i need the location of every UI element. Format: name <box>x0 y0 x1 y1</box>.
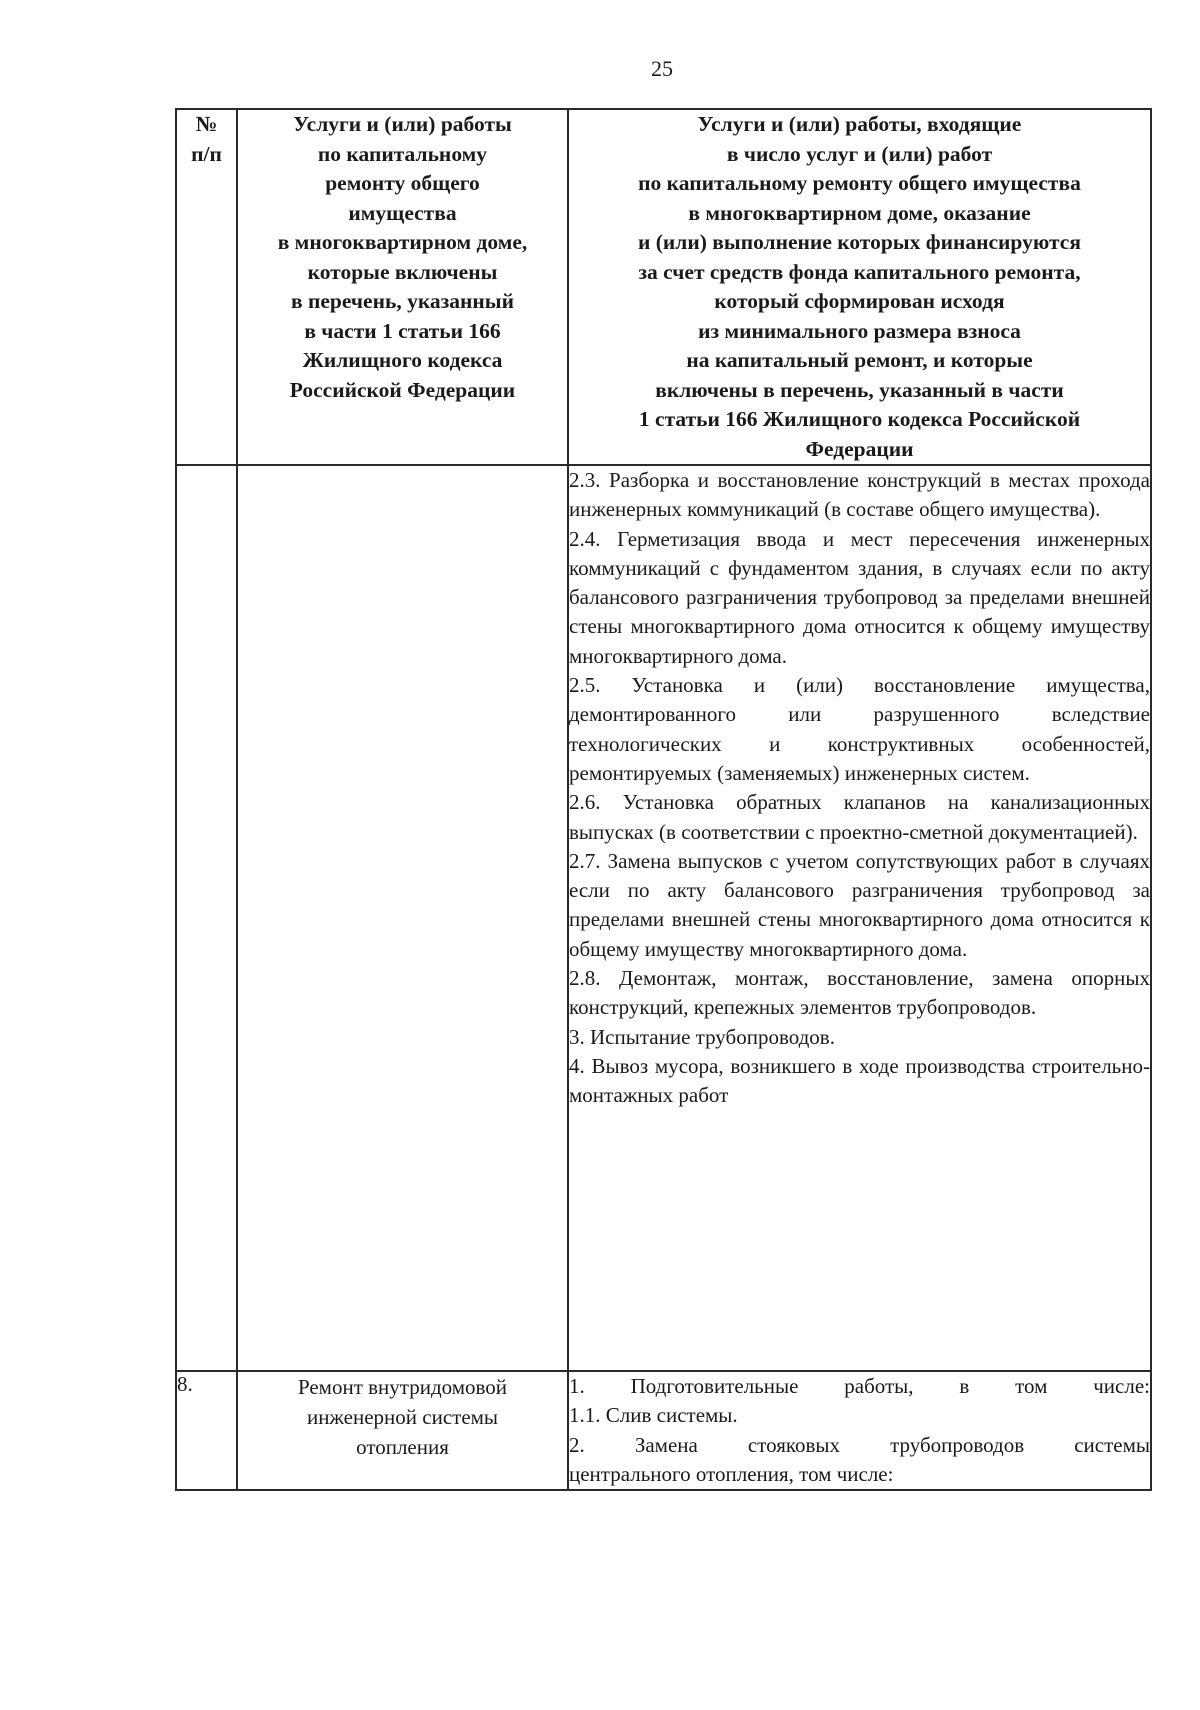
work-item: 2.5. Установка и (или) восстановление имущества, демонтированного или разрушенного вследствие технологических и конструктивных особенностей, ремонтируемых (заменяемых) инженерных систем. <box>569 673 1150 785</box>
work-item: 4. Вывоз мусора, возникшего в ходе производства строительно-монтажных работ <box>569 1053 1150 1108</box>
header-services-line: Жилищного кодекса <box>302 348 503 372</box>
header-works-line: по капитальному ремонту общего имущества <box>638 171 1081 195</box>
header-works-line: 1 статьи 166 Жилищного кодекса Российской <box>638 407 1081 431</box>
header-included-works-column <box>568 109 1151 465</box>
header-works-line: Услуги и (или) работы, входящие <box>697 112 1022 136</box>
header-services-line: Услуги и (или) работы <box>293 112 512 136</box>
work-item: 1.1. Слив системы. <box>569 1403 738 1428</box>
header-services-line: Российской Федерации <box>289 377 516 402</box>
header-services-line: ремонту общего <box>325 171 480 195</box>
work-item: 1. Подготовительные работы, в том числе: <box>569 1374 1150 1398</box>
work-item: 2. Замена стояковых трубопроводов системы <box>569 1432 1150 1457</box>
header-works-line: в многоквартирном доме, оказание <box>688 200 1031 225</box>
work-item: 2.4. Герметизация ввода и мест пересечения инженерных коммуникаций с фундаментом здания, в случаях если по акту балансового разграничения трубопровод за пределами внешней стены многоквартирного дома относится к общему имуществу многоквартирного дома. <box>569 526 1150 668</box>
header-services-line: в части 1 статьи 166 <box>304 318 501 343</box>
header-number-column <box>176 109 237 465</box>
work-item: 3. Испытание трубопроводов. <box>569 1024 835 1049</box>
header-number-line: № <box>195 112 218 136</box>
header-works-line: Федерации <box>805 436 914 461</box>
header-services-line: которые включены <box>307 259 498 284</box>
service-name-line: инженерной системы <box>306 1405 499 1429</box>
table-row <box>176 465 1151 1371</box>
work-item: 2.3. Разборка и восстановление конструкций в местах прохода инженерных коммуникаций (в составе общего имущества). <box>569 468 1150 522</box>
header-works-line: из минимального размера взноса <box>698 318 1021 343</box>
row-number-cell <box>176 465 237 1371</box>
header-services-line: в многоквартирном доме, <box>277 230 528 254</box>
header-services-line: имущества <box>348 200 457 225</box>
row-number-cell: 8. <box>176 1371 237 1490</box>
row-works-cell <box>568 1371 1151 1490</box>
row-service-name-cell <box>237 465 568 1371</box>
work-item: 2.6. Установка обратных клапанов на канализационных выпусках (в соответствии с проектно-сметной документацией). <box>569 790 1150 844</box>
service-name-line: Ремонт внутридомовой <box>297 1375 508 1399</box>
header-works-line: включены в перечень, указанный в части <box>655 377 1064 402</box>
work-item: центрального отопления, том числе: <box>569 1461 894 1486</box>
work-item: 2.8. Демонтаж, монтаж, восстановление, замена опорных конструкций, крепежных элементов трубопроводов. <box>569 966 1150 1020</box>
table-row <box>176 1371 1151 1490</box>
header-services-line: в перечень, указанный <box>291 289 514 313</box>
header-works-line: который сформирован исходя <box>714 289 1005 313</box>
work-item: 2.7. Замена выпусков с учетом сопутствующих работ в случаях если по акту балансового разграничения трубопровод за пределами внешней стены многоквартирного дома относится к общему имуществу многоквартирного дома. <box>569 848 1150 961</box>
header-works-line: и (или) выполнение которых финансируются <box>638 230 1081 254</box>
capital-repair-services-table <box>175 108 1152 1491</box>
row-service-name-cell <box>237 1371 568 1490</box>
header-number-line: п/п <box>191 141 222 166</box>
header-works-line: за счет средств фонда капитального ремонта, <box>638 259 1081 284</box>
row-works-cell <box>568 465 1151 1371</box>
table-header-row <box>176 109 1151 465</box>
page-number: 25 <box>651 56 673 81</box>
service-name-line: отопления <box>356 1435 449 1459</box>
header-services-line: по капитальному <box>317 141 488 166</box>
header-services-column <box>237 109 568 465</box>
header-works-line: в число услуг и (или) работ <box>726 141 993 166</box>
header-works-line: на капитальный ремонт, и которые <box>686 348 1033 372</box>
